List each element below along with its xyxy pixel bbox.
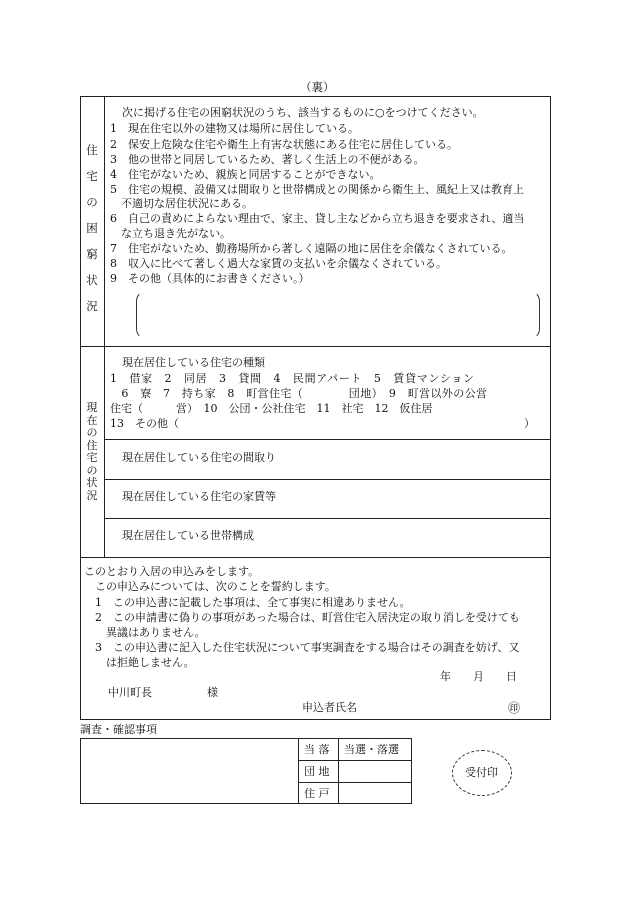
divider-layout-rent <box>104 479 551 480</box>
survey-label-result: 当 落 <box>304 743 330 756</box>
survey-col-divider <box>338 738 339 804</box>
addressee: 中川町長 様 <box>108 686 218 699</box>
survey-title: 調査・確認事項 <box>80 723 157 736</box>
hardship-intro: 次に掲げる住宅の困窮状況のうち、該当するものに○をつけてください。 <box>122 106 484 119</box>
hardship-item: 6 自己の責めによらない理由で、家主、貸し主などから立ち退きを要求され、適当 <box>110 212 525 225</box>
housing-type-options: 6 寮 7 持ち家 8 町営住宅（ 団地） 9 町営以外の公営 <box>110 387 488 400</box>
housing-side-label: 現 在 の 住 宅 の 状 況 <box>86 401 98 502</box>
applicant-name-label: 申込者氏名 <box>302 701 357 714</box>
housing-household-label: 現在居住している世帯構成 <box>122 529 254 542</box>
housing-type-other: 13 その他（ <box>110 417 179 430</box>
declaration-line: 3 この申込書に記入した住宅状況について事実調査をする場合はその調査を妨げ、又 <box>84 641 520 654</box>
hardship-item: 4 住宅がないため、親族と同居することができない。 <box>110 168 381 181</box>
survey-row-divider <box>298 782 412 783</box>
side-column-divider <box>104 96 105 557</box>
hardship-item: な立ち退き先がない。 <box>110 227 231 240</box>
hardship-item: 不適切な居住状況にある。 <box>110 197 253 210</box>
hardship-side-label: 住 宅 の 困 窮 状 況 <box>86 143 98 313</box>
hardship-item: 2 保安上危険な住宅や衛生上有害な状態にある住宅に居住している。 <box>110 138 458 151</box>
survey-label-complex: 団 地 <box>304 765 330 778</box>
housing-type-other-close: ） <box>524 417 535 430</box>
other-detail-input[interactable] <box>136 291 540 339</box>
survey-value-result[interactable]: 当選・落選 <box>344 743 399 756</box>
declaration-line: は拒絶しません。 <box>84 656 195 669</box>
reception-stamp-label: 受付印 <box>465 766 498 779</box>
page-side-label: （裏） <box>300 80 335 94</box>
hardship-item: 1 現在住宅以外の建物又は場所に居住している。 <box>110 122 359 135</box>
declaration-line: 異議はありません。 <box>84 626 206 639</box>
hardship-item: 7 住宅がないため、勤務場所から著しく遠隔の地に居住を余儀なくされている。 <box>110 242 513 255</box>
housing-layout-label: 現在居住している住宅の間取り <box>122 451 276 464</box>
housing-type-heading: 現在居住している住宅の種類 <box>122 356 265 369</box>
divider-type-layout <box>104 439 551 440</box>
housing-type-options: 1 借家 2 同居 3 貸間 4 民間アパート 5 賃貸マンション <box>110 372 475 385</box>
divider-housing <box>80 557 551 558</box>
declaration-line: 1 この申込書に記載した事項は、全て事実に相違ありません。 <box>84 596 411 609</box>
divider-hardship <box>80 346 551 347</box>
hardship-item: 3 他の世帯と同居しているため、著しく生活上の不便がある。 <box>110 153 425 166</box>
housing-rent-label: 現在居住している住宅の家賃等 <box>122 490 276 503</box>
survey-row-divider <box>298 760 412 761</box>
seal-mark: ㊞ <box>508 701 521 715</box>
divider-rent-household <box>104 518 551 519</box>
declaration-line: このとおり入居の申込みをします。 <box>84 565 260 578</box>
declaration-date: 年 月 日 <box>440 670 517 683</box>
hardship-item: 8 収入に比べて著しく過大な家賃の支払いを余儀なくされている。 <box>110 257 447 270</box>
hardship-item: 9 その他（具体的にお書きください。） <box>110 272 310 285</box>
declaration-line: 2 この申請書に偽りの事項があった場合は、町営住宅入居決定の取り消しを受けても <box>84 611 520 624</box>
declaration-line: この申込みについては、次のことを誓約します。 <box>84 580 336 593</box>
survey-label-unit: 住 戸 <box>304 787 330 800</box>
survey-col-divider <box>298 738 299 804</box>
housing-type-options: 住宅（ 営） 10 公団・公社住宅 11 社宅 12 仮住居 <box>110 402 433 415</box>
hardship-item: 5 住宅の規模、設備又は間取りと世帯構成との関係から衛生上、風紀上又は教育上 <box>110 183 524 196</box>
